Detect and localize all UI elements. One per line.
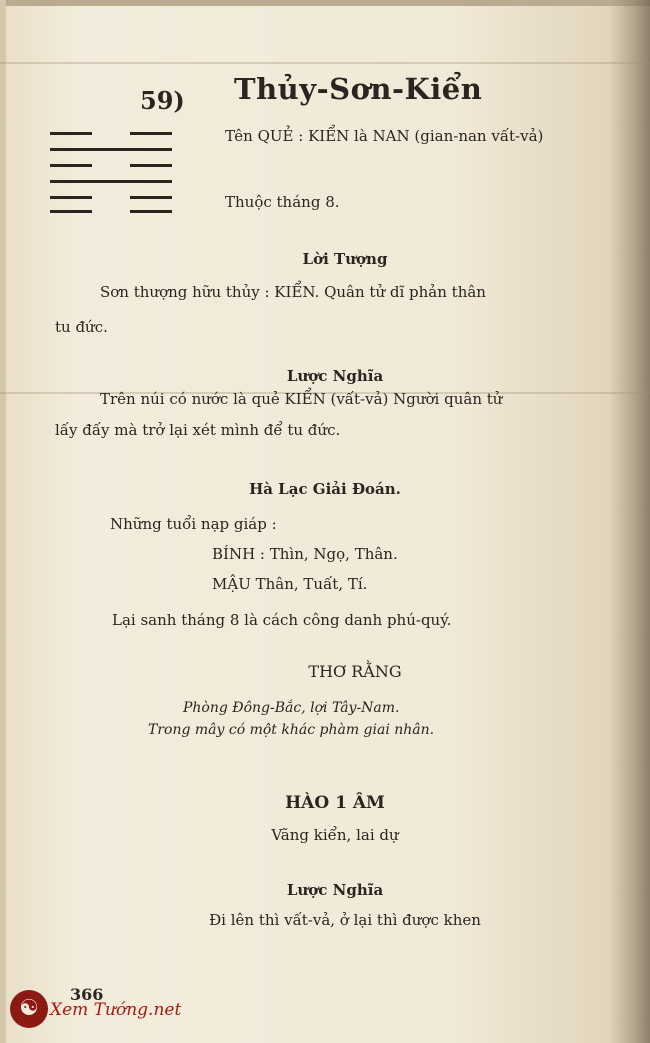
paper-crease (0, 62, 650, 64)
page-top-edge (0, 0, 650, 6)
hexagram-kien-symbol (48, 128, 178, 218)
site-watermark: Xem Tướng.net (50, 1000, 182, 1020)
poem-verse-2: Trong mây có một khác phàm giai nhân. (148, 722, 435, 738)
loi-tuong-line-2: tu đức. (55, 318, 108, 336)
luoc-nghia-line-1: Trên núi có nước là quẻ KIỂN (vất-vả) Người quân tử (100, 390, 503, 408)
chapter-number: 59) (140, 86, 185, 115)
page-title: Thủy-Sơn-Kiển (234, 72, 483, 106)
hexagram-line-1-yin (50, 210, 92, 213)
hexagram-line-4-yin (130, 164, 172, 167)
poem-verse-1: Phòng Đông-Bắc, lợi Tây-Nam. (183, 700, 400, 716)
hexagram-line-2-yin (50, 196, 92, 199)
page-number: 366 (70, 985, 104, 1004)
hexagram-line-6-yin (50, 132, 92, 135)
luoc-nghia-heading: Lược Nghĩa (286, 367, 384, 385)
yin-yang-icon: ☯ (10, 990, 48, 1028)
ha-lac-heading: Hà Lạc Giải Đoán. (249, 480, 401, 498)
hao-1-luoc-nghia-line: Đi lên thì vất-vả, ở lại thì được khen (209, 911, 481, 929)
nap-giap-intro: Những tuổi nạp giáp : (110, 515, 277, 533)
hexagram-line-1-yin (130, 210, 172, 213)
hexagram-name-line: Tên QUẺ : KIỂN là NAN (gian-nan vất-vả) (225, 127, 544, 145)
nap-giap-binh: BÍNH : Thìn, Ngọ, Thân. (212, 545, 398, 563)
loi-tuong-line-1: Sơn thượng hữu thủy : KIỂN. Quân tử dĩ phản thân (100, 283, 486, 301)
month-line: Thuộc tháng 8. (225, 193, 340, 211)
hao-1-luoc-nghia-heading: Lược Nghĩa (286, 881, 384, 899)
hexagram-line-4-yin (50, 164, 92, 167)
luoc-nghia-line-2: lấy đấy mà trở lại xét mình để tu đức. (55, 421, 341, 439)
tho-rang-heading: THƠ RẰNG (308, 662, 402, 681)
hexagram-line-5-yang (50, 148, 172, 151)
ha-lac-conclusion: Lại sanh tháng 8 là cách công danh phú-quý. (112, 611, 452, 629)
hexagram-line-6-yin (130, 132, 172, 135)
hexagram-line-2-yin (130, 196, 172, 199)
loi-tuong-heading: Lời Tượng (302, 250, 388, 268)
nap-giap-mau: MẬU Thân, Tuất, Tí. (212, 575, 368, 593)
hao-1-line: Vãng kiển, lai dự (271, 826, 399, 844)
hao-1-heading: HÀO 1 ÂM (285, 793, 385, 813)
hexagram-line-3-yang (50, 180, 172, 183)
